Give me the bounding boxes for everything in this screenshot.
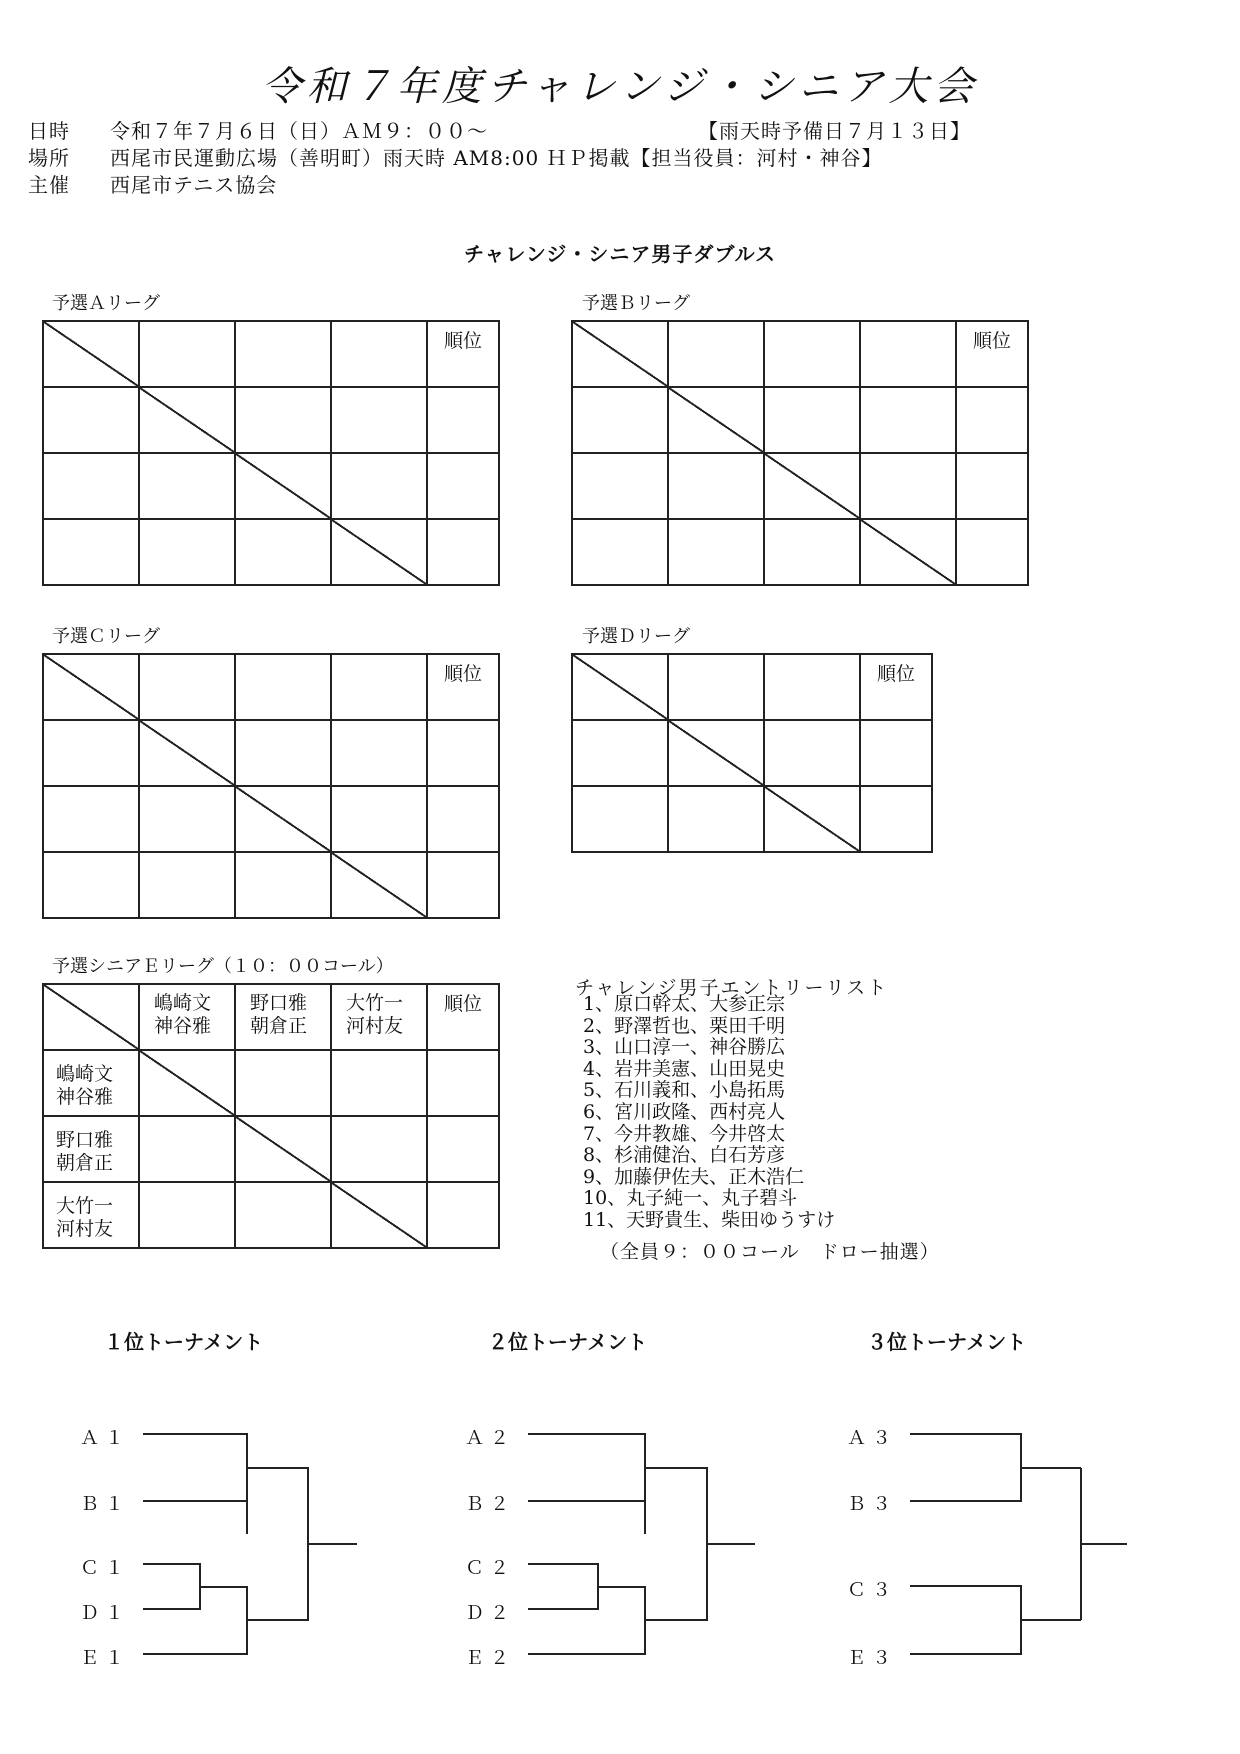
section-title: チャレンジ・シニア男子ダブルス: [464, 242, 776, 266]
seed-label: Ｃ２: [465, 1557, 516, 1579]
datetime-value: 令和７年７月６日（日）ＡＭ９：００～: [110, 119, 488, 143]
team-name: 神谷雅: [154, 1015, 212, 1037]
seed-label: Ｅ１: [80, 1647, 131, 1669]
bracket-line: [910, 1586, 1081, 1654]
league-c-label: 予選Ｃリーグ: [52, 626, 160, 647]
seed-label: Ａ１: [80, 1427, 131, 1449]
seed-label: Ｃ３: [847, 1579, 898, 1601]
team-name: 河村友: [56, 1218, 114, 1240]
bracket-line: [910, 1434, 1081, 1501]
entry-list-title: チャレンジ男子エントリーリスト: [575, 977, 889, 999]
seed-label: Ｂ１: [80, 1493, 131, 1515]
list-item: 2、野澤哲也、栗田千明: [583, 1014, 786, 1037]
team-name: 河村友: [346, 1015, 404, 1037]
team-name: 野口雅: [56, 1129, 114, 1151]
rank-header: 順位: [956, 321, 1028, 387]
seed-label: Ｅ３: [847, 1647, 898, 1669]
league-e-label: 予選シニアＥリーグ（１０：００コール）: [52, 956, 394, 977]
seed-label: Ｃ１: [80, 1557, 131, 1579]
rank-header: 順位: [860, 654, 932, 720]
list-item: 6、宮川政隆、西村亮人: [583, 1100, 786, 1123]
league-a-label: 予選Ａリーグ: [52, 293, 160, 314]
place-label: 場所: [28, 146, 70, 170]
seed-label: Ｂ３: [847, 1493, 898, 1515]
list-item: 7、今井教雄、今井啓太: [583, 1122, 786, 1145]
list-item: 11、天野貴生、柴田ゆうすけ: [583, 1208, 836, 1231]
host-value: 西尾市テニス協会: [110, 173, 278, 197]
rank-header: 順位: [427, 984, 499, 1050]
team-name: 朝倉正: [56, 1152, 114, 1174]
team-name: 野口雅: [250, 992, 308, 1014]
rain-date: 【雨天時予備日７月１３日】: [698, 119, 971, 143]
bracket-line: [1081, 1468, 1127, 1620]
team-name: 嶋崎文: [154, 992, 212, 1014]
datetime-label: 日時: [28, 119, 70, 143]
page-title: 令和７年度チャレンジ・シニア大会: [261, 64, 979, 110]
list-item: 3、山口淳一、神谷勝広: [583, 1036, 786, 1059]
bracket-line: [528, 1564, 645, 1654]
team-name: 大竹一: [56, 1195, 114, 1217]
seed-label: Ｄ１: [80, 1602, 131, 1624]
team-name: 大竹一: [346, 992, 404, 1014]
seed-label: Ｂ２: [465, 1493, 516, 1515]
list-item: 1、原口幹太、大参正宗: [583, 993, 786, 1015]
team-name: 嶋崎文: [56, 1063, 114, 1085]
seed-label: Ｅ２: [465, 1647, 516, 1669]
seed-label: Ａ２: [465, 1427, 516, 1449]
rank-header: 順位: [427, 654, 499, 720]
list-item: 10、丸子純一、丸子碧斗: [583, 1187, 798, 1210]
league-b-label: 予選Ｂリーグ: [582, 293, 690, 314]
rank-header: 順位: [427, 321, 499, 387]
tournament-1-title: １位トーナメント: [104, 1330, 264, 1354]
tournament-2-title: ２位トーナメント: [488, 1330, 648, 1354]
seed-label: Ｄ２: [465, 1602, 516, 1624]
bracket-line: [645, 1468, 755, 1620]
seed-label: Ａ３: [847, 1427, 898, 1449]
list-item: 9、加藤伊佐夫、正木浩仁: [583, 1165, 805, 1188]
team-name: 神谷雅: [56, 1086, 114, 1108]
place-value: 西尾市民運動広場（善明町）雨天時 AM8:00 ＨＰ掲載【担当役員：河村・神谷】: [110, 146, 883, 170]
team-name: 朝倉正: [250, 1015, 308, 1037]
bracket-line: [143, 1434, 247, 1534]
tournament-3-title: ３位トーナメント: [867, 1330, 1027, 1354]
list-item: 5、石川義和、小島拓馬: [583, 1079, 786, 1102]
bracket-line: [247, 1468, 357, 1620]
league-d-label: 予選Ｄリーグ: [582, 626, 690, 647]
bracket-line: [528, 1434, 645, 1534]
bracket-line: [143, 1564, 247, 1654]
host-label: 主催: [28, 173, 70, 197]
entry-note: （全員９：００コール ドロー抽選）: [600, 1241, 940, 1263]
list-item: 8、杉浦健治、白石芳彦: [583, 1144, 786, 1167]
list-item: 4、岩井美憲、山田晃史: [583, 1057, 786, 1080]
